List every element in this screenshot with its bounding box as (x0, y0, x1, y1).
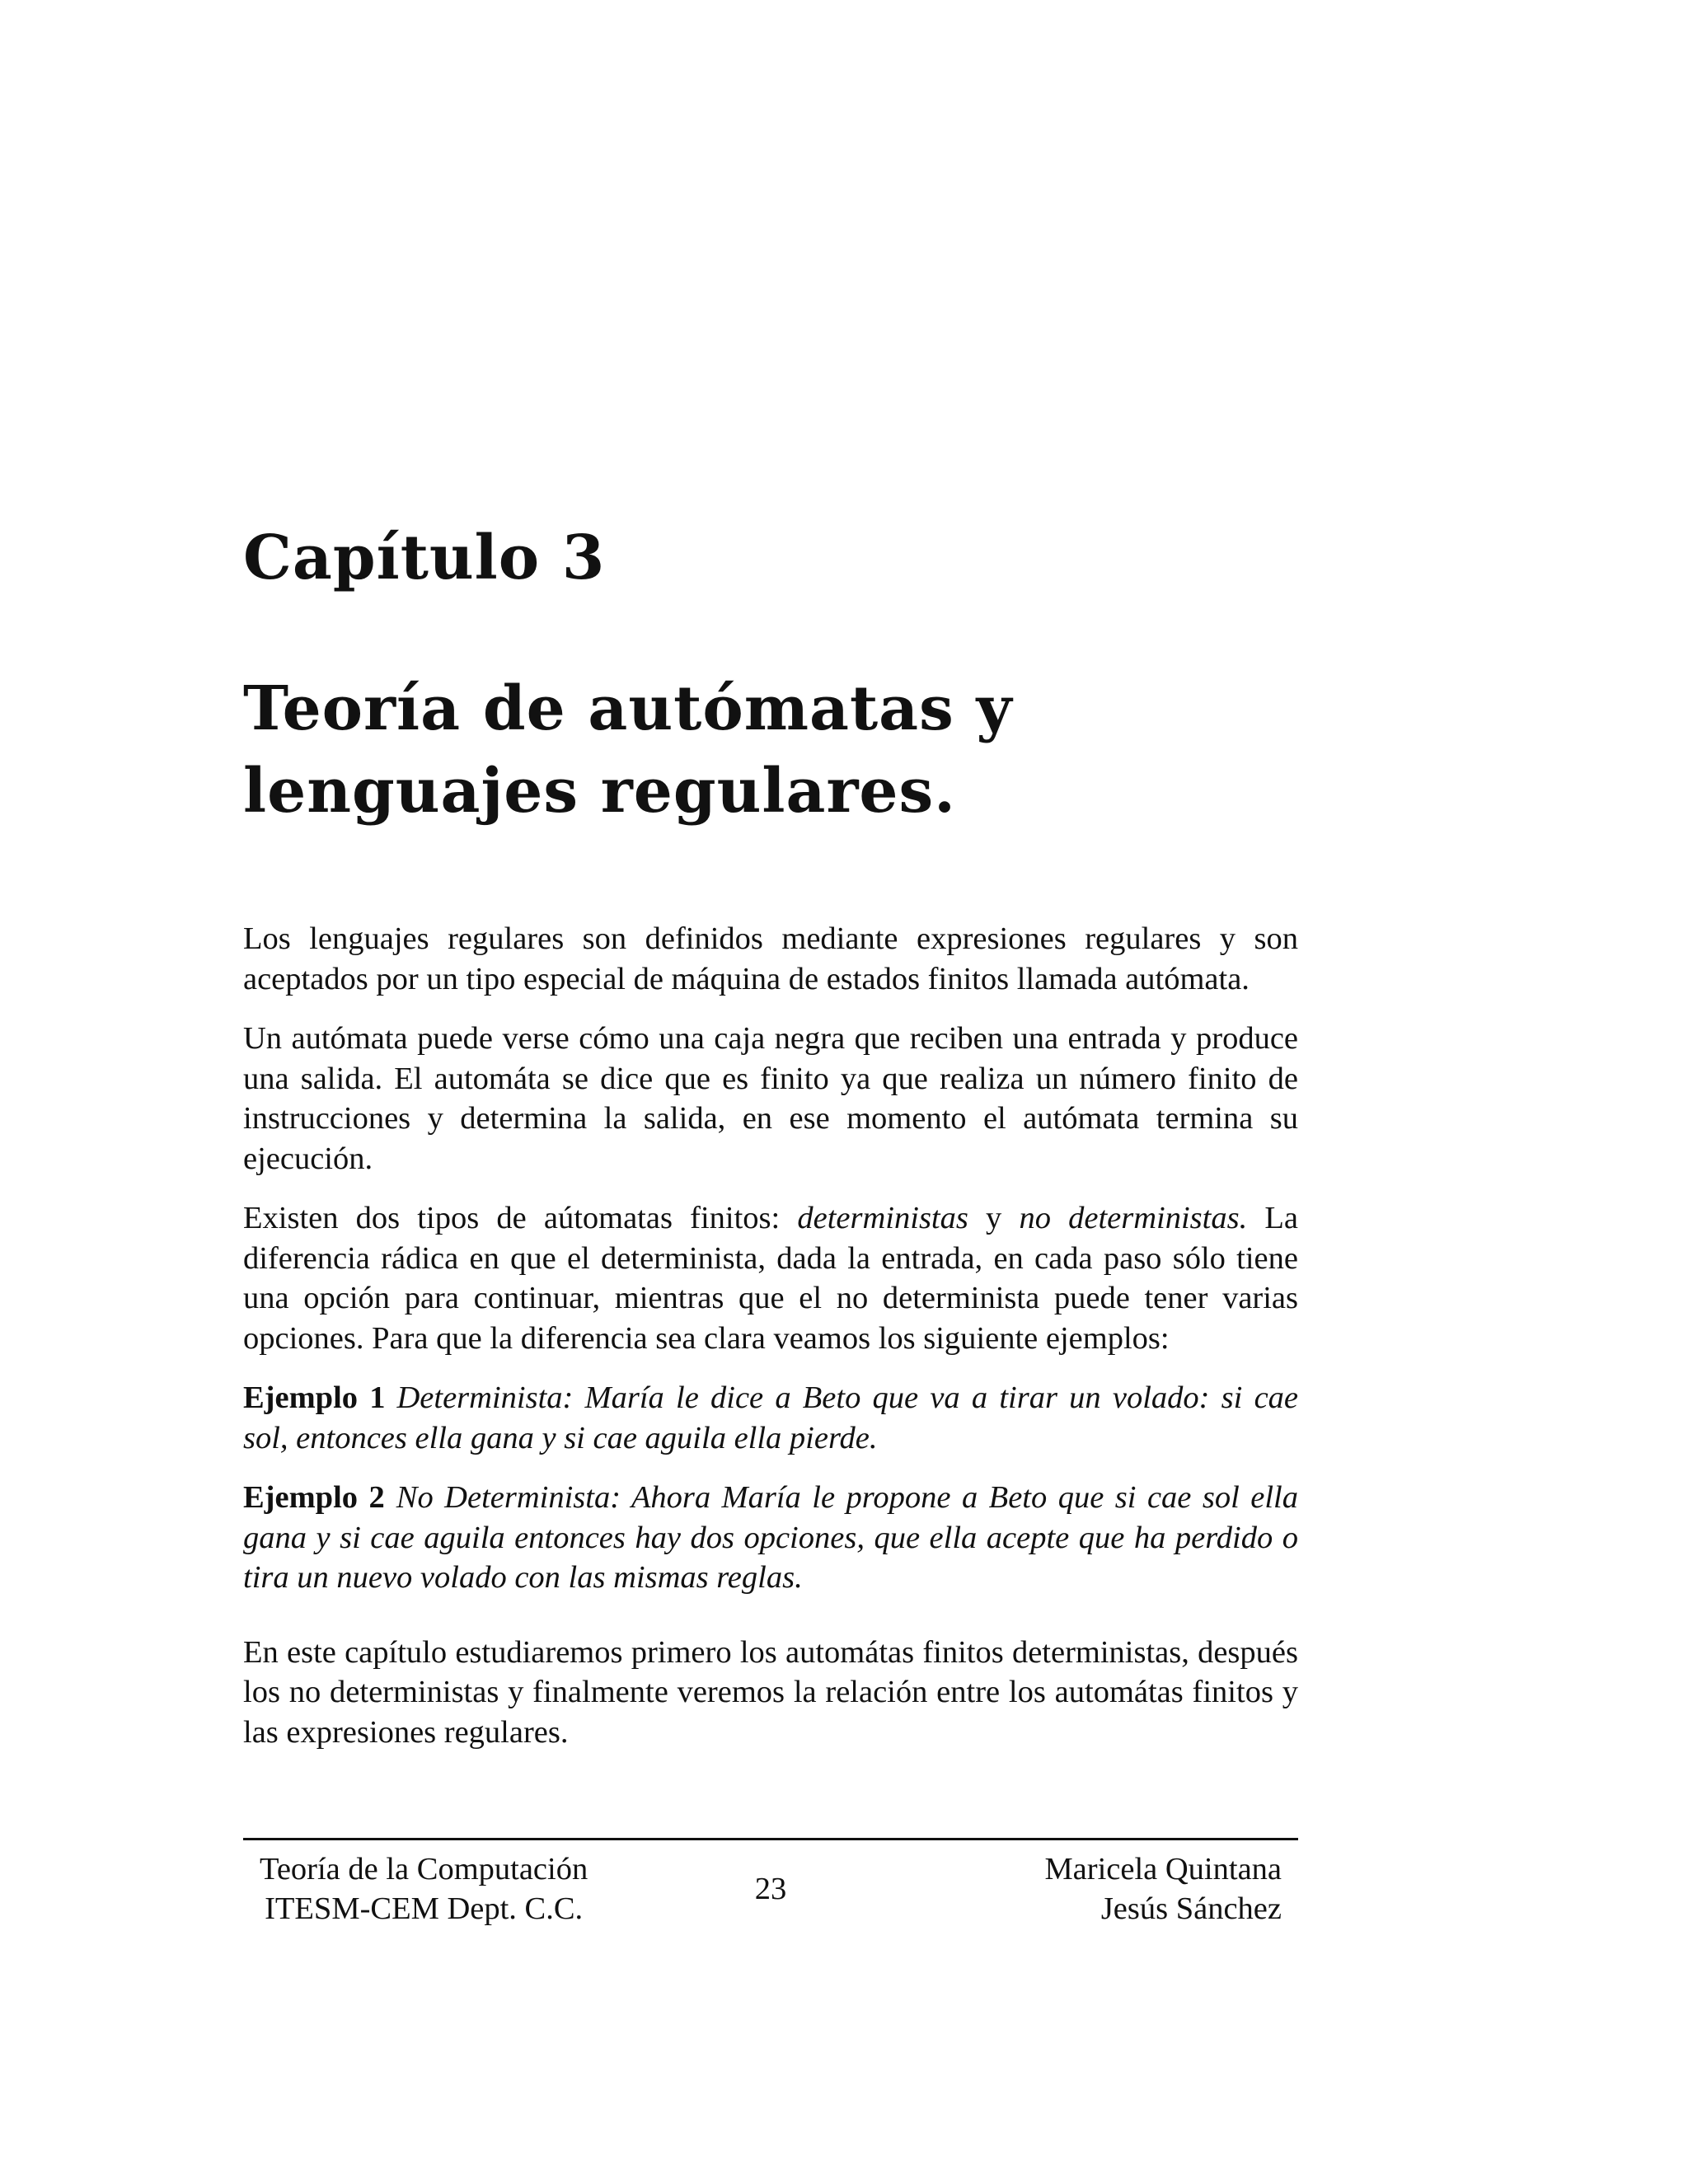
footer-divider (243, 1838, 1298, 1840)
paragraph-types-mid: y (968, 1201, 1020, 1235)
footer-authors (1044, 1849, 1282, 1929)
chapter-title-line-1: Teoría de autómatas y (243, 673, 1013, 744)
example-2-text: No Determinista: Ahora María le propone a Beto que si cae sol ella gana y si cae aguila entonces hay dos opciones, que ella acepte que ha perdido o tira un nuevo volado con las mismas reglas. (243, 1480, 1298, 1595)
example-2-label: Ejemplo 2 (243, 1480, 385, 1515)
paragraph-types (243, 1198, 1298, 1358)
term-no-deterministas: no deterministas. (1019, 1201, 1248, 1235)
paragraph-automaton: Un autómata puede verse cómo una caja negra que reciben una entrada y produce una salida. El automáta se dice que es finito ya que realiza un número finito de instrucciones y determina la salida, en ese momento el autómata termina su ejecución. (243, 1021, 1298, 1176)
example-1 (243, 1378, 1298, 1458)
page-number: 23 (754, 1872, 787, 1906)
footer-author-2: Jesús Sánchez (1100, 1891, 1282, 1926)
example-1-label: Ejemplo 1 (243, 1380, 386, 1415)
page-footer (243, 1849, 1298, 1940)
paragraph-intro: Los lenguajes regulares son definidos mediante expresiones regulares y son aceptados por un tipo especial de máquina de estados finitos llamada autómata. (243, 921, 1298, 996)
term-deterministas: deterministas (797, 1201, 968, 1235)
footer-department: ITESM-CEM Dept. C.C. (265, 1891, 584, 1926)
example-2 (243, 1478, 1298, 1598)
paragraph-types-start: Existen dos tipos de aútomatas finitos: (243, 1201, 798, 1235)
paragraph-chapter-plan: En este capítulo estudiaremos primero los automátas finitos deterministas, después los no deterministas y finalmente veremos la relación entre los automátas finitos y las expresiones regulares. (243, 1634, 1298, 1750)
chapter-body (243, 919, 1298, 1772)
footer-course-title: Teoría de la Computación (260, 1852, 588, 1886)
section-spacer (243, 1618, 1298, 1633)
paragraph-types-rest: La diferencia rádica en que el determinista, dada la entrada, en cada paso sólo tiene una opción para continuar, mientras que el no determinista puede tener varias opciones. Para que la diferencia sea clara veamos los siguiente ejemplos: (243, 1201, 1298, 1356)
footer-author-1: Maricela Quintana (1044, 1852, 1282, 1886)
chapter-label: Capítulo 3 (243, 523, 606, 593)
chapter-title-line-2: lenguajes regulares. (243, 756, 956, 827)
chapter-title (243, 668, 1348, 832)
example-1-text: Determinista: María le dice a Beto que va a tirar un volado: si cae sol, entonces ella gana y si cae aguila ella pierde. (243, 1380, 1298, 1455)
